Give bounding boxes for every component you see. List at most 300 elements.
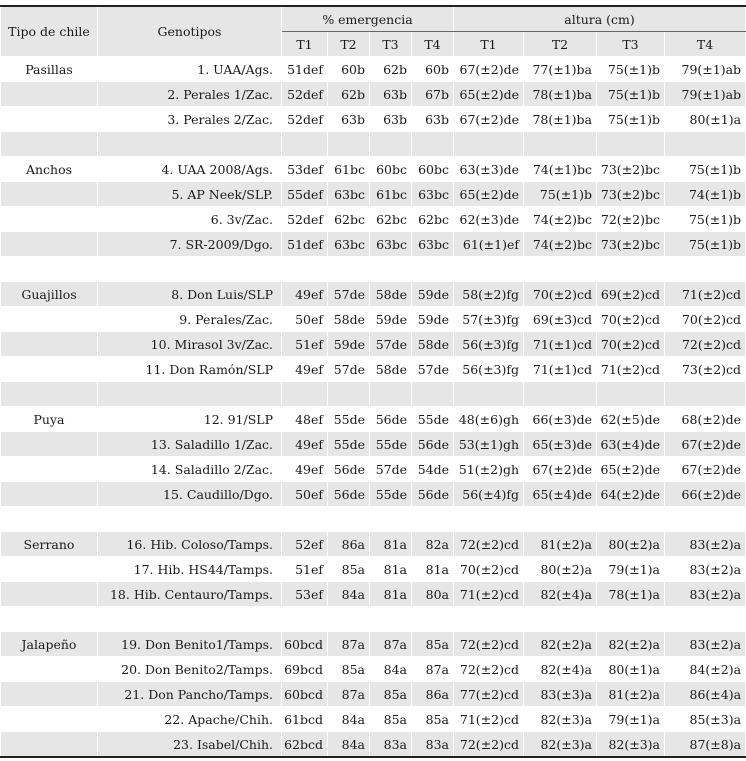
cell-emergencia-t1: 51def xyxy=(282,57,328,82)
cell-emergencia-t3: 63bc xyxy=(370,232,412,257)
cell-emergencia-t1: 48ef xyxy=(282,407,328,432)
spacer-cell xyxy=(370,382,412,407)
cell-tipo: Puya xyxy=(1,407,98,432)
cell-altura-t2: 71(±1)cd xyxy=(524,332,597,357)
cell-altura-t3: 75(±1)b xyxy=(597,82,665,107)
spacer-cell xyxy=(282,257,328,282)
cell-emergencia-t1: 60bcd xyxy=(282,632,328,657)
cell-emergencia-t3: 81a xyxy=(370,557,412,582)
cell-emergencia-t4: 67b xyxy=(412,82,454,107)
cell-altura-t1: 72(±2)cd xyxy=(454,632,524,657)
cell-tipo xyxy=(1,732,98,758)
cell-emergencia-t4: 82a xyxy=(412,532,454,557)
cell-altura-t2: 80(±2)a xyxy=(524,557,597,582)
table-row xyxy=(1,657,746,682)
spacer-cell xyxy=(665,507,746,532)
cell-tipo xyxy=(1,457,98,482)
table-row xyxy=(1,532,746,557)
cell-emergencia-t1: 49ef xyxy=(282,357,328,382)
cell-altura-t1: 77(±2)cd xyxy=(454,682,524,707)
cell-altura-t4: 84(±2)a xyxy=(665,657,746,682)
cell-emergencia-t2: 60b xyxy=(328,57,370,82)
header-alt-t3: T3 xyxy=(597,32,665,57)
cell-altura-t3: 82(±3)a xyxy=(597,732,665,758)
spacer-cell xyxy=(454,257,524,282)
cell-emergencia-t4: 63b xyxy=(412,107,454,132)
cell-altura-t2: 81(±2)a xyxy=(524,532,597,557)
cell-emergencia-t2: 55de xyxy=(328,432,370,457)
cell-altura-t4: 75(±1)b xyxy=(665,157,746,182)
cell-emergencia-t4: 54de xyxy=(412,457,454,482)
cell-emergencia-t3: 56de xyxy=(370,407,412,432)
spacer-cell xyxy=(1,607,98,632)
cell-emergencia-t2: 62bc xyxy=(328,207,370,232)
cell-emergencia-t2: 84a xyxy=(328,582,370,607)
cell-altura-t2: 65(±3)de xyxy=(524,432,597,457)
cell-altura-t1: 56(±4)fg xyxy=(454,482,524,507)
cell-altura-t1: 70(±2)cd xyxy=(454,557,524,582)
spacer-cell xyxy=(328,132,370,157)
group-spacer-row xyxy=(1,382,746,407)
cell-tipo: Jalapeño xyxy=(1,632,98,657)
cell-genotipo: 8. Don Luis/SLP xyxy=(98,282,282,307)
spacer-cell xyxy=(282,507,328,532)
cell-altura-t3: 70(±2)cd xyxy=(597,332,665,357)
cell-emergencia-t4: 63bc xyxy=(412,232,454,257)
cell-genotipo: 7. SR-2009/Dgo. xyxy=(98,232,282,257)
spacer-cell xyxy=(328,382,370,407)
spacer-cell xyxy=(282,132,328,157)
cell-emergencia-t1: 50ef xyxy=(282,482,328,507)
cell-emergencia-t1: 62bcd xyxy=(282,732,328,758)
spacer-cell xyxy=(597,607,665,632)
cell-altura-t2: 74(±1)bc xyxy=(524,157,597,182)
table-row xyxy=(1,107,746,132)
cell-altura-t1: 62(±3)de xyxy=(454,207,524,232)
table-row xyxy=(1,82,746,107)
spacer-cell xyxy=(412,382,454,407)
cell-altura-t3: 65(±2)de xyxy=(597,457,665,482)
cell-altura-t3: 69(±2)cd xyxy=(597,282,665,307)
cell-emergencia-t3: 87a xyxy=(370,632,412,657)
spacer-cell xyxy=(370,132,412,157)
cell-altura-t2: 83(±3)a xyxy=(524,682,597,707)
cell-tipo xyxy=(1,307,98,332)
table-row xyxy=(1,407,746,432)
cell-emergencia-t2: 61bc xyxy=(328,157,370,182)
cell-altura-t4: 71(±2)cd xyxy=(665,282,746,307)
cell-altura-t2: 77(±1)ba xyxy=(524,57,597,82)
spacer-cell xyxy=(1,382,98,407)
cell-altura-t4: 87(±8)a xyxy=(665,732,746,758)
cell-emergencia-t2: 86a xyxy=(328,532,370,557)
cell-altura-t4: 83(±2)a xyxy=(665,582,746,607)
cell-emergencia-t1: 52def xyxy=(282,207,328,232)
cell-altura-t3: 73(±2)bc xyxy=(597,157,665,182)
cell-tipo xyxy=(1,707,98,732)
cell-genotipo: 9. Perales/Zac. xyxy=(98,307,282,332)
cell-emergencia-t4: 58de xyxy=(412,332,454,357)
cell-altura-t3: 78(±1)a xyxy=(597,582,665,607)
spacer-cell xyxy=(665,607,746,632)
header-em-t1: T1 xyxy=(282,32,328,57)
cell-emergencia-t3: 85a xyxy=(370,682,412,707)
table-row xyxy=(1,432,746,457)
spacer-cell xyxy=(665,132,746,157)
cell-altura-t2: 66(±3)de xyxy=(524,407,597,432)
cell-altura-t3: 73(±2)bc xyxy=(597,232,665,257)
cell-altura-t4: 79(±1)ab xyxy=(665,57,746,82)
cell-genotipo: 6. 3v/Zac. xyxy=(98,207,282,232)
cell-altura-t4: 74(±1)b xyxy=(665,182,746,207)
cell-genotipo: 3. Perales 2/Zac. xyxy=(98,107,282,132)
spacer-cell xyxy=(1,257,98,282)
cell-altura-t3: 82(±2)a xyxy=(597,632,665,657)
cell-emergencia-t3: 84a xyxy=(370,657,412,682)
cell-emergencia-t2: 58de xyxy=(328,307,370,332)
header-genotipos: Genotipos xyxy=(98,6,282,57)
table-row xyxy=(1,307,746,332)
cell-tipo xyxy=(1,657,98,682)
cell-emergencia-t4: 85a xyxy=(412,632,454,657)
cell-altura-t1: 57(±3)fg xyxy=(454,307,524,332)
cell-emergencia-t1: 50ef xyxy=(282,307,328,332)
cell-emergencia-t2: 63b xyxy=(328,107,370,132)
table-row xyxy=(1,682,746,707)
spacer-cell xyxy=(1,132,98,157)
table-row xyxy=(1,57,746,82)
cell-emergencia-t4: 59de xyxy=(412,307,454,332)
cell-emergencia-t3: 81a xyxy=(370,532,412,557)
cell-emergencia-t4: 85a xyxy=(412,707,454,732)
cell-genotipo: 1. UAA/Ags. xyxy=(98,57,282,82)
cell-altura-t4: 85(±3)a xyxy=(665,707,746,732)
cell-emergencia-t1: 53ef xyxy=(282,582,328,607)
cell-altura-t4: 72(±2)cd xyxy=(665,332,746,357)
spacer-cell xyxy=(98,607,282,632)
spacer-cell xyxy=(98,257,282,282)
cell-altura-t1: 53(±1)gh xyxy=(454,432,524,457)
table-row xyxy=(1,707,746,732)
cell-altura-t1: 67(±2)de xyxy=(454,107,524,132)
table-row xyxy=(1,457,746,482)
header-altura: altura (cm) xyxy=(454,6,746,32)
cell-tipo xyxy=(1,682,98,707)
header-em-t2: T2 xyxy=(328,32,370,57)
cell-tipo xyxy=(1,182,98,207)
table-row xyxy=(1,557,746,582)
cell-genotipo: 2. Perales 1/Zac. xyxy=(98,82,282,107)
cell-altura-t2: 75(±1)b xyxy=(524,182,597,207)
table-row xyxy=(1,732,746,758)
cell-altura-t1: 63(±3)de xyxy=(454,157,524,182)
results-table xyxy=(0,5,746,758)
spacer-cell xyxy=(412,607,454,632)
table-row xyxy=(1,357,746,382)
cell-altura-t3: 73(±2)bc xyxy=(597,182,665,207)
cell-emergencia-t3: 58de xyxy=(370,282,412,307)
cell-emergencia-t1: 53def xyxy=(282,157,328,182)
spacer-cell xyxy=(98,132,282,157)
cell-emergencia-t4: 63bc xyxy=(412,182,454,207)
cell-emergencia-t4: 57de xyxy=(412,357,454,382)
cell-emergencia-t2: 84a xyxy=(328,732,370,758)
cell-altura-t4: 86(±4)a xyxy=(665,682,746,707)
header-alt-t4: T4 xyxy=(665,32,746,57)
cell-genotipo: 19. Don Benito1/Tamps. xyxy=(98,632,282,657)
cell-altura-t4: 83(±2)a xyxy=(665,557,746,582)
cell-altura-t2: 82(±3)a xyxy=(524,707,597,732)
cell-emergencia-t1: 52ef xyxy=(282,532,328,557)
table-row xyxy=(1,157,746,182)
cell-emergencia-t4: 60b xyxy=(412,57,454,82)
cell-emergencia-t4: 86a xyxy=(412,682,454,707)
table-body xyxy=(1,57,746,758)
cell-altura-t3: 79(±1)a xyxy=(597,557,665,582)
group-spacer-row xyxy=(1,132,746,157)
cell-genotipo: 11. Don Ramón/SLP xyxy=(98,357,282,382)
cell-tipo xyxy=(1,357,98,382)
spacer-cell xyxy=(98,382,282,407)
cell-altura-t3: 75(±1)b xyxy=(597,107,665,132)
cell-emergencia-t1: 60bcd xyxy=(282,682,328,707)
cell-emergencia-t4: 62bc xyxy=(412,207,454,232)
cell-altura-t2: 65(±4)de xyxy=(524,482,597,507)
spacer-cell xyxy=(370,607,412,632)
spacer-cell xyxy=(98,507,282,532)
cell-altura-t1: 65(±2)de xyxy=(454,182,524,207)
cell-altura-t1: 71(±2)cd xyxy=(454,582,524,607)
cell-emergencia-t3: 57de xyxy=(370,457,412,482)
cell-tipo xyxy=(1,207,98,232)
cell-altura-t3: 71(±2)cd xyxy=(597,357,665,382)
cell-altura-t1: 48(±6)gh xyxy=(454,407,524,432)
cell-altura-t3: 72(±2)bc xyxy=(597,207,665,232)
cell-altura-t2: 82(±3)a xyxy=(524,732,597,758)
cell-emergencia-t3: 58de xyxy=(370,357,412,382)
cell-emergencia-t3: 60bc xyxy=(370,157,412,182)
cell-genotipo: 21. Don Pancho/Tamps. xyxy=(98,682,282,707)
spacer-cell xyxy=(597,507,665,532)
cell-altura-t3: 81(±2)a xyxy=(597,682,665,707)
cell-genotipo: 15. Caudillo/Dgo. xyxy=(98,482,282,507)
cell-emergencia-t2: 56de xyxy=(328,482,370,507)
table-row xyxy=(1,632,746,657)
cell-altura-t2: 78(±1)ba xyxy=(524,82,597,107)
spacer-cell xyxy=(597,257,665,282)
cell-tipo: Guajillos xyxy=(1,282,98,307)
spacer-cell xyxy=(454,382,524,407)
spacer-cell xyxy=(454,132,524,157)
cell-emergencia-t4: 81a xyxy=(412,557,454,582)
cell-emergencia-t2: 85a xyxy=(328,657,370,682)
cell-altura-t1: 65(±2)de xyxy=(454,82,524,107)
cell-altura-t4: 67(±2)de xyxy=(665,457,746,482)
cell-altura-t2: 67(±2)de xyxy=(524,457,597,482)
cell-emergencia-t3: 63b xyxy=(370,107,412,132)
cell-emergencia-t3: 55de xyxy=(370,482,412,507)
cell-emergencia-t1: 49ef xyxy=(282,457,328,482)
cell-altura-t3: 70(±2)cd xyxy=(597,307,665,332)
cell-altura-t3: 79(±1)a xyxy=(597,707,665,732)
spacer-cell xyxy=(524,257,597,282)
spacer-cell xyxy=(665,257,746,282)
cell-altura-t4: 83(±2)a xyxy=(665,632,746,657)
cell-altura-t2: 82(±2)a xyxy=(524,632,597,657)
cell-altura-t2: 70(±2)cd xyxy=(524,282,597,307)
cell-altura-t1: 72(±2)cd xyxy=(454,657,524,682)
cell-emergencia-t4: 56de xyxy=(412,482,454,507)
cell-emergencia-t1: 69bcd xyxy=(282,657,328,682)
header-alt-t2: T2 xyxy=(524,32,597,57)
cell-genotipo: 20. Don Benito2/Tamps. xyxy=(98,657,282,682)
cell-emergencia-t3: 61bc xyxy=(370,182,412,207)
table-row xyxy=(1,582,746,607)
spacer-cell xyxy=(524,132,597,157)
cell-altura-t1: 56(±3)fg xyxy=(454,332,524,357)
cell-tipo xyxy=(1,82,98,107)
header-emergencia: % emergencia xyxy=(282,6,454,32)
cell-altura-t2: 71(±1)cd xyxy=(524,357,597,382)
cell-emergencia-t3: 83a xyxy=(370,732,412,758)
cell-emergencia-t2: 59de xyxy=(328,332,370,357)
cell-altura-t1: 51(±2)gh xyxy=(454,457,524,482)
results-table-container xyxy=(0,5,745,758)
cell-altura-t4: 73(±2)cd xyxy=(665,357,746,382)
cell-emergencia-t4: 83a xyxy=(412,732,454,758)
cell-tipo xyxy=(1,332,98,357)
spacer-cell xyxy=(328,507,370,532)
cell-emergencia-t1: 52def xyxy=(282,107,328,132)
cell-altura-t3: 64(±2)de xyxy=(597,482,665,507)
cell-tipo xyxy=(1,557,98,582)
group-spacer-row xyxy=(1,507,746,532)
cell-genotipo: 12. 91/SLP xyxy=(98,407,282,432)
spacer-cell xyxy=(282,382,328,407)
spacer-cell xyxy=(524,607,597,632)
cell-tipo xyxy=(1,232,98,257)
cell-emergencia-t4: 60bc xyxy=(412,157,454,182)
cell-altura-t2: 74(±2)bc xyxy=(524,232,597,257)
cell-emergencia-t4: 87a xyxy=(412,657,454,682)
cell-genotipo: 13. Saladillo 1/Zac. xyxy=(98,432,282,457)
cell-tipo: Anchos xyxy=(1,157,98,182)
cell-tipo xyxy=(1,482,98,507)
cell-altura-t2: 78(±1)ba xyxy=(524,107,597,132)
group-spacer-row xyxy=(1,607,746,632)
cell-altura-t2: 82(±4)a xyxy=(524,582,597,607)
cell-emergencia-t3: 85a xyxy=(370,707,412,732)
header-tipo: Tipo de chile xyxy=(1,6,98,57)
header-em-t4: T4 xyxy=(412,32,454,57)
cell-emergencia-t2: 85a xyxy=(328,557,370,582)
cell-genotipo: 14. Saladillo 2/Zac. xyxy=(98,457,282,482)
cell-altura-t4: 68(±2)de xyxy=(665,407,746,432)
cell-altura-t2: 82(±4)a xyxy=(524,657,597,682)
cell-emergencia-t1: 49ef xyxy=(282,282,328,307)
cell-emergencia-t2: 63bc xyxy=(328,182,370,207)
spacer-cell xyxy=(1,507,98,532)
spacer-cell xyxy=(454,507,524,532)
spacer-cell xyxy=(328,257,370,282)
cell-emergencia-t3: 62bc xyxy=(370,207,412,232)
cell-altura-t1: 72(±2)cd xyxy=(454,732,524,758)
cell-genotipo: 23. Isabel/Chih. xyxy=(98,732,282,758)
cell-emergencia-t2: 57de xyxy=(328,282,370,307)
cell-emergencia-t4: 59de xyxy=(412,282,454,307)
cell-altura-t1: 56(±3)fg xyxy=(454,357,524,382)
cell-altura-t1: 58(±2)fg xyxy=(454,282,524,307)
cell-emergencia-t4: 55de xyxy=(412,407,454,432)
cell-emergencia-t1: 51ef xyxy=(282,332,328,357)
cell-altura-t2: 69(±3)cd xyxy=(524,307,597,332)
cell-altura-t3: 75(±1)b xyxy=(597,57,665,82)
cell-emergencia-t1: 49ef xyxy=(282,432,328,457)
cell-genotipo: 22. Apache/Chih. xyxy=(98,707,282,732)
cell-altura-t4: 67(±2)de xyxy=(665,432,746,457)
cell-emergencia-t3: 81a xyxy=(370,582,412,607)
cell-emergencia-t2: 87a xyxy=(328,632,370,657)
spacer-cell xyxy=(282,607,328,632)
cell-genotipo: 5. AP Neek/SLP. xyxy=(98,182,282,207)
spacer-cell xyxy=(665,382,746,407)
cell-emergencia-t3: 55de xyxy=(370,432,412,457)
cell-tipo: Pasillas xyxy=(1,57,98,82)
spacer-cell xyxy=(370,257,412,282)
spacer-cell xyxy=(412,132,454,157)
cell-altura-t3: 80(±2)a xyxy=(597,532,665,557)
cell-emergencia-t2: 84a xyxy=(328,707,370,732)
table-row xyxy=(1,332,746,357)
cell-altura-t4: 83(±2)a xyxy=(665,532,746,557)
cell-altura-t1: 67(±2)de xyxy=(454,57,524,82)
table-row xyxy=(1,482,746,507)
cell-emergencia-t1: 51def xyxy=(282,232,328,257)
cell-altura-t3: 62(±5)de xyxy=(597,407,665,432)
cell-emergencia-t3: 63b xyxy=(370,82,412,107)
cell-emergencia-t3: 62b xyxy=(370,57,412,82)
cell-emergencia-t2: 62b xyxy=(328,82,370,107)
spacer-cell xyxy=(454,607,524,632)
cell-emergencia-t3: 59de xyxy=(370,307,412,332)
spacer-cell xyxy=(370,507,412,532)
spacer-cell xyxy=(412,257,454,282)
cell-tipo xyxy=(1,582,98,607)
cell-emergencia-t2: 55de xyxy=(328,407,370,432)
cell-emergencia-t2: 63bc xyxy=(328,232,370,257)
cell-altura-t3: 80(±1)a xyxy=(597,657,665,682)
cell-altura-t4: 80(±1)a xyxy=(665,107,746,132)
cell-emergencia-t4: 80a xyxy=(412,582,454,607)
spacer-cell xyxy=(597,382,665,407)
spacer-cell xyxy=(597,132,665,157)
spacer-cell xyxy=(412,507,454,532)
header-em-t3: T3 xyxy=(370,32,412,57)
cell-altura-t1: 72(±2)cd xyxy=(454,532,524,557)
table-row xyxy=(1,282,746,307)
cell-altura-t4: 70(±2)cd xyxy=(665,307,746,332)
cell-altura-t3: 63(±4)de xyxy=(597,432,665,457)
cell-genotipo: 17. Hib. HS44/Tamps. xyxy=(98,557,282,582)
cell-altura-t4: 66(±2)de xyxy=(665,482,746,507)
cell-tipo: Serrano xyxy=(1,532,98,557)
cell-altura-t4: 75(±1)b xyxy=(665,232,746,257)
cell-altura-t4: 75(±1)b xyxy=(665,207,746,232)
cell-emergencia-t1: 55def xyxy=(282,182,328,207)
header-alt-t1: T1 xyxy=(454,32,524,57)
cell-emergencia-t1: 61bcd xyxy=(282,707,328,732)
cell-altura-t2: 74(±2)bc xyxy=(524,207,597,232)
